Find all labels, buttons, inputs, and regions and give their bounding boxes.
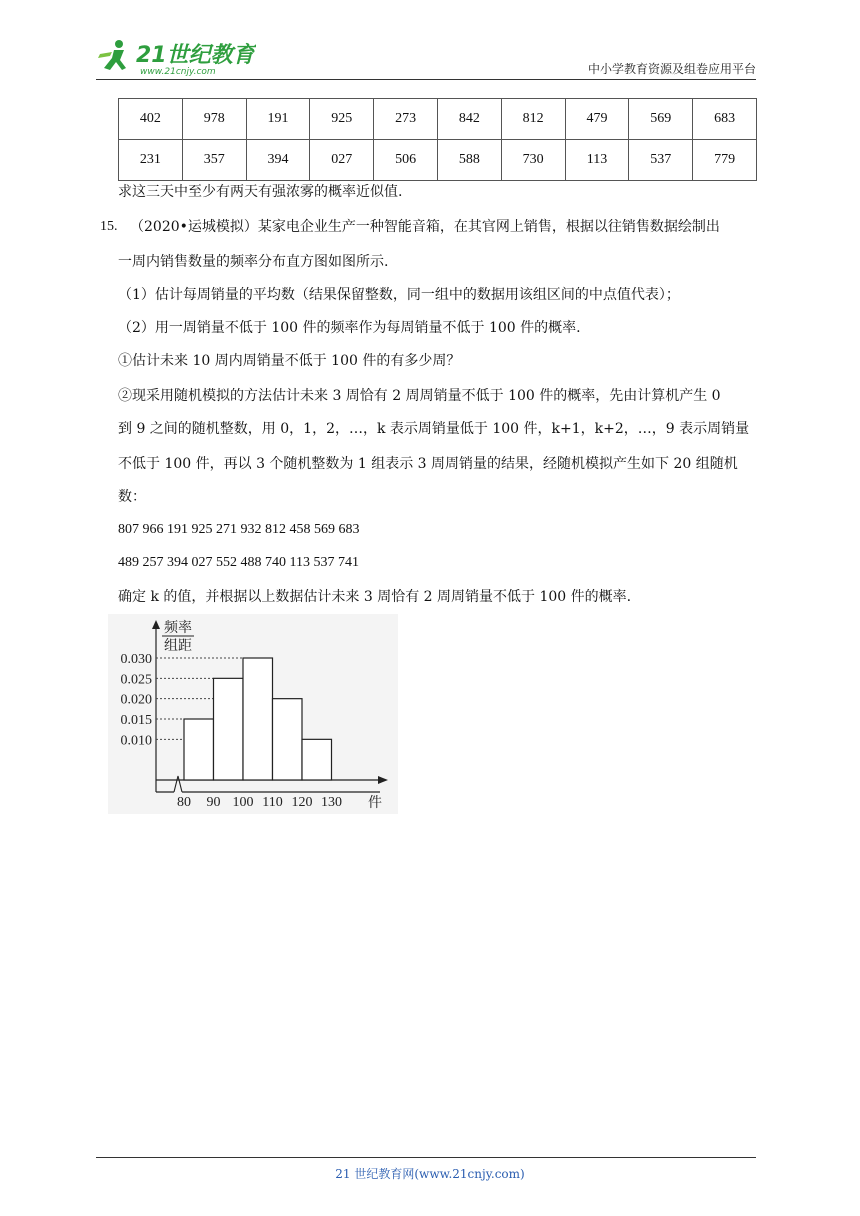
histogram-bar — [243, 658, 273, 780]
q15-stem-line2: 一周内销售数量的频率分布直方图如图所示. — [118, 254, 389, 270]
table-row — [119, 140, 757, 181]
table-cell: 925 — [310, 99, 374, 140]
y-tick-label: 0.020 — [120, 692, 152, 708]
site-slogan: 中小学教育资源及组卷应用平台 — [587, 62, 756, 76]
table-row — [119, 99, 757, 140]
table-cell: 113 — [565, 140, 629, 181]
x-tick-label: 80 — [177, 795, 191, 810]
q15-sub2-line1: ②现采用随机模拟的方法估计未来 3 周恰有 2 周周销量不低于 100 件的概率，先由计算机产生 0 — [118, 388, 721, 404]
random-numbers-line1: 807 966 191 925 271 932 812 458 569 683 — [118, 522, 360, 537]
q15-part1: （1）估计每周销量的平均数（结果保留整数，同一组中的数据用该组区间的中点值代表）； — [118, 287, 680, 303]
runner-icon — [98, 40, 126, 70]
q15-conclusion: 确定 k 的值，并根据以上数据估计未来 3 周恰有 2 周周销量不低于 100 件的概率. — [118, 589, 632, 605]
table-cell: 569 — [629, 99, 693, 140]
table-cell: 027 — [310, 140, 374, 181]
frequency-histogram — [108, 614, 398, 818]
q15-sub2-line4: 数： — [118, 489, 146, 505]
histogram-bar — [214, 678, 244, 780]
table-cell: 588 — [437, 140, 501, 181]
q15-part2: （2）用一周销量不低于 100 件的频率作为每周销量不低于 100 件的概率. — [118, 320, 581, 336]
header-divider — [96, 79, 756, 80]
footer-divider — [96, 1157, 756, 1158]
table-cell: 402 — [119, 99, 183, 140]
question-number: 15. — [100, 219, 118, 234]
q14-conclusion: 求这三天中至少有两天有强浓雾的概率近似值. — [118, 184, 403, 200]
xlabel: 件 — [368, 795, 382, 811]
table-cell: 779 — [693, 140, 757, 181]
site-logo — [96, 36, 256, 80]
q15-sub2-line2: 到 9 之间的随机整数，用 0，1，2，…，k 表示周销量低于 100 件，k+1，k+2，…，9 表示周销量 — [118, 421, 750, 437]
y-tick-label: 0.015 — [120, 713, 152, 728]
table-cell: 394 — [246, 140, 310, 181]
x-tick-label: 120 — [291, 795, 313, 810]
q15-sub2-line3: 不低于 100 件，再以 3 个随机整数为 1 组表示 3 周周销量的结果，经随机模拟产生如下 20 组随机 — [118, 456, 738, 472]
table-cell: 683 — [693, 99, 757, 140]
y-tick-label: 0.010 — [120, 733, 152, 749]
x-tick-label: 100 — [232, 795, 254, 810]
logo-url: www.21cnjy.com — [140, 67, 216, 77]
y-tick-label: 0.025 — [120, 672, 152, 688]
table-cell: 273 — [374, 99, 438, 140]
table-cell: 191 — [246, 99, 310, 140]
table-cell: 479 — [565, 99, 629, 140]
table-cell: 537 — [629, 140, 693, 181]
table-cell: 231 — [119, 140, 183, 181]
footer-source: 21 世纪教育网(www.21cnjy.com) — [335, 1167, 525, 1181]
table-cell: 978 — [182, 99, 246, 140]
table-cell: 730 — [501, 140, 565, 181]
table-cell: 812 — [501, 99, 565, 140]
histogram-bar — [184, 719, 214, 780]
random-number-table — [118, 98, 757, 181]
histogram-bar — [273, 699, 303, 780]
q15-sub1: ①估计未来 10 周内周销量不低于 100 件的有多少周？ — [118, 353, 461, 369]
x-tick-label: 110 — [262, 795, 283, 810]
x-tick-label: 130 — [321, 795, 342, 810]
random-numbers-line2: 489 257 394 027 552 488 740 113 537 741 — [118, 555, 359, 570]
x-tick-label: 90 — [206, 795, 221, 810]
table-cell: 357 — [182, 140, 246, 181]
table-cell: 842 — [437, 99, 501, 140]
histogram-bar — [302, 739, 332, 780]
ylabel-numerator: 频率 — [164, 620, 192, 636]
ylabel-denominator: 组距 — [164, 638, 192, 654]
q15-stem-line1: （2020•运城模拟）某家电企业生产一种智能音箱，在其官网上销售，根据以往销售数据绘制出 — [130, 219, 720, 235]
y-tick-label: 0.030 — [120, 652, 152, 667]
table-cell: 506 — [374, 140, 438, 181]
logo-title: 21世纪教育 — [136, 43, 255, 68]
